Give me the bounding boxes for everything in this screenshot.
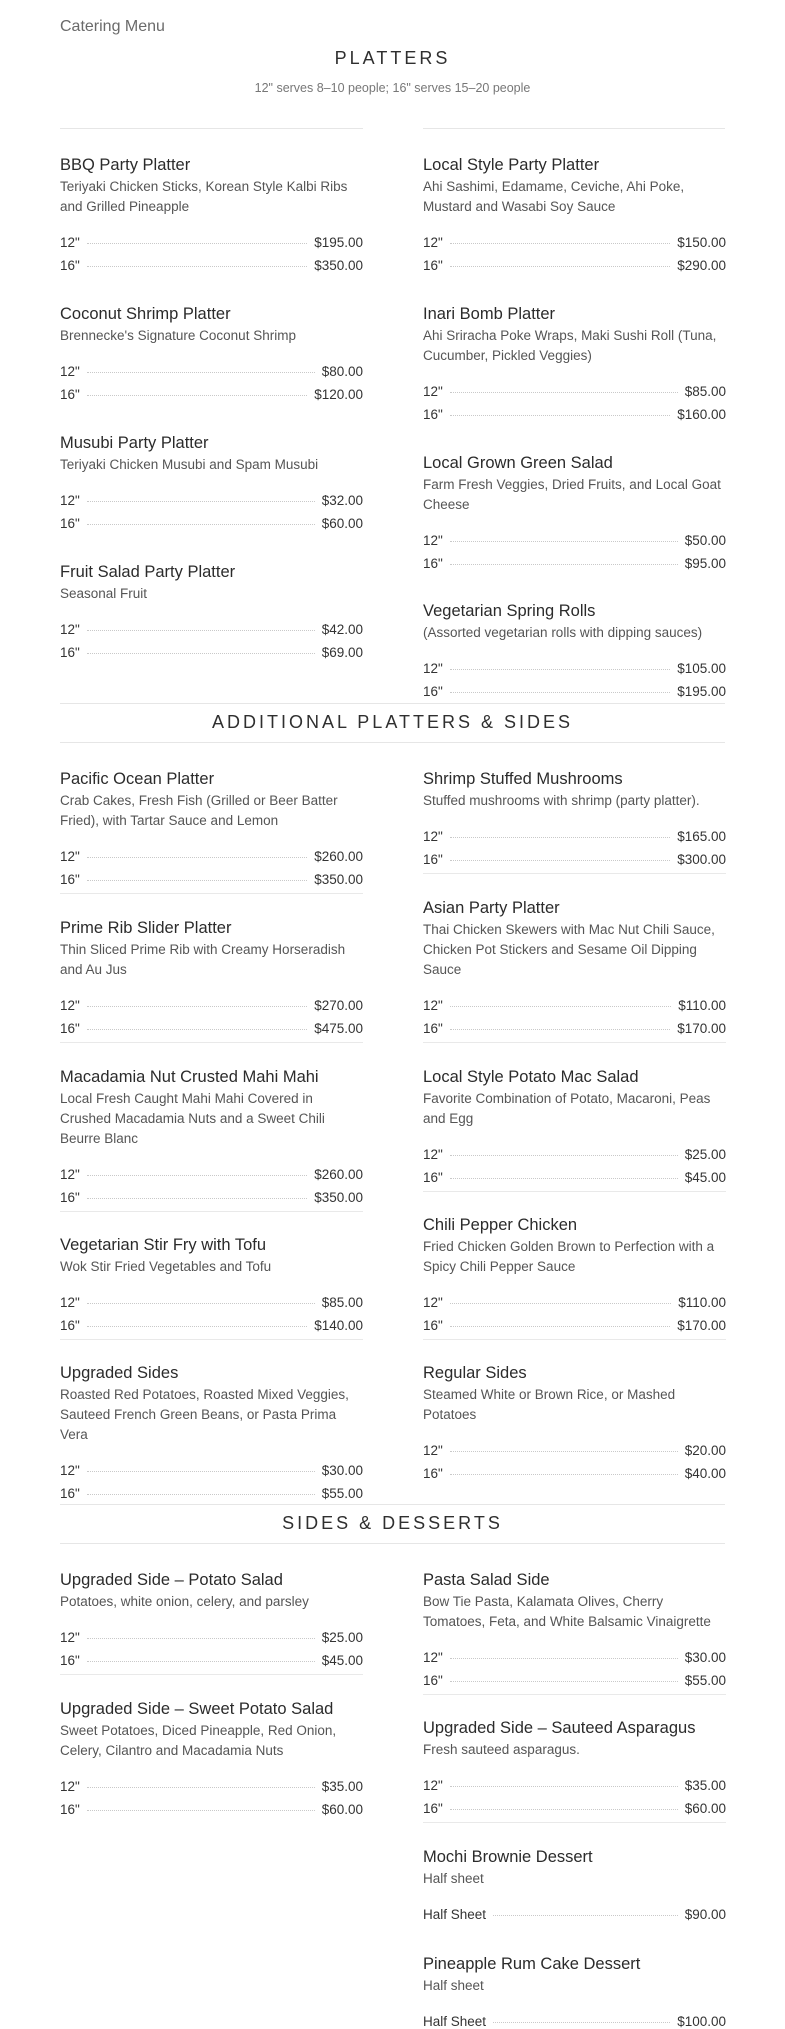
leader-dots: [450, 1326, 670, 1327]
price: $60.00: [321, 516, 363, 531]
item-divider: [423, 1694, 726, 1695]
price: $270.00: [314, 998, 363, 1013]
price-row: [60, 990, 363, 1013]
section-title-additional: ADDITIONAL PLATTERS & SIDES: [211, 712, 574, 732]
size-label: 16": [60, 1021, 80, 1036]
size-label: 16": [423, 258, 443, 273]
item-name: Local Style Potato Mac Salad: [423, 1068, 639, 1086]
price-row: [60, 614, 363, 637]
price: $260.00: [314, 849, 363, 864]
size-label: 12": [423, 1650, 443, 1665]
section-title-sides-desserts: SIDES & DESSERTS: [282, 1513, 503, 1533]
price: $350.00: [314, 1190, 363, 1205]
price-row: [423, 844, 726, 867]
price: $105.00: [677, 661, 726, 676]
size-label: 12": [423, 1443, 443, 1458]
price-row: [423, 250, 726, 273]
leader-dots: [87, 372, 315, 373]
size-label: 12": [60, 493, 80, 508]
menu-item: [423, 1953, 726, 2029]
size-label: 16": [60, 1190, 80, 1205]
price-row: [423, 1642, 726, 1665]
item-description: Teriyaki Chicken Musubi and Spam Musubi: [60, 457, 319, 472]
item-description: Seasonal Fruit: [60, 586, 148, 601]
price: $150.00: [677, 235, 726, 250]
leader-dots: [87, 653, 315, 654]
menu-item: [423, 1569, 726, 1695]
section-title-platters: PLATTERS: [334, 48, 451, 68]
size-label: 16": [423, 1801, 443, 1816]
item-description: Favorite Combination of Potato, Macaroni, Peas and Egg: [423, 1091, 711, 1126]
size-label: 12": [60, 1167, 80, 1182]
price: $290.00: [677, 258, 726, 273]
size-label: 16": [423, 684, 443, 699]
size-label: 16": [423, 1021, 443, 1036]
item-name: Musubi Party Platter: [60, 434, 209, 452]
divider: [60, 742, 725, 743]
price-row: [423, 676, 726, 699]
price-row: [423, 1013, 726, 1036]
price: $60.00: [684, 1801, 726, 1816]
item-name: Vegetarian Stir Fry with Tofu: [60, 1236, 267, 1254]
item-description: Roasted Red Potatoes, Roasted Mixed Veggies, Sauteed French Green Beans, or Pasta Prima Vera: [60, 1387, 349, 1442]
leader-dots: [87, 857, 307, 858]
price: $170.00: [677, 1021, 726, 1036]
item-divider: [60, 1211, 363, 1212]
leader-dots: [450, 541, 678, 542]
menu-item: [423, 1214, 726, 1340]
menu-item: [423, 1066, 726, 1192]
price: $85.00: [321, 1295, 363, 1310]
item-divider: [60, 893, 363, 894]
leader-dots: [87, 1303, 315, 1304]
leader-dots: [87, 524, 315, 525]
item-name: Asian Party Platter: [423, 899, 560, 917]
leader-dots: [450, 1451, 678, 1452]
size-label: 12": [423, 829, 443, 844]
item-divider: [60, 1339, 363, 1340]
item-name: Macadamia Nut Crusted Mahi Mahi: [60, 1068, 319, 1086]
leader-dots: [450, 1809, 678, 1810]
price: $100.00: [677, 2014, 726, 2029]
divider: [60, 128, 363, 129]
size-label: 12": [60, 1463, 80, 1478]
item-divider: [423, 873, 726, 874]
price: $20.00: [684, 1443, 726, 1458]
menu-item: [423, 452, 726, 571]
price-row: [60, 227, 363, 250]
price-row: [423, 1139, 726, 1162]
menu-item: [423, 303, 726, 422]
item-description: Stuffed mushrooms with shrimp (party platter).: [423, 793, 700, 808]
leader-dots: [450, 1474, 678, 1475]
price-row: [423, 1770, 726, 1793]
price-row: [423, 1793, 726, 1816]
price: $30.00: [321, 1463, 363, 1478]
price: $45.00: [321, 1653, 363, 1668]
size-label: 16": [60, 1318, 80, 1333]
leader-dots: [87, 1198, 307, 1199]
size-label: 12": [423, 235, 443, 250]
size-label: 12": [423, 1295, 443, 1310]
leader-dots: [87, 243, 307, 244]
price-row: [423, 1287, 726, 1310]
leader-dots: [87, 501, 315, 502]
menu-item: [60, 1362, 363, 1501]
price-row: [423, 548, 726, 571]
item-divider: [423, 1339, 726, 1340]
item-description: (Assorted vegetarian rolls with dipping sauces): [423, 625, 703, 640]
size-label: 12": [423, 384, 443, 399]
price-row: [60, 250, 363, 273]
leader-dots: [450, 266, 670, 267]
price-row: [60, 379, 363, 402]
size-label: 12": [60, 1295, 80, 1310]
price: $60.00: [321, 1802, 363, 1817]
leader-dots: [450, 564, 678, 565]
size-label: Half Sheet: [423, 2014, 487, 2029]
leader-dots: [87, 1787, 315, 1788]
leader-dots: [87, 880, 307, 881]
leader-dots: [87, 1029, 307, 1030]
item-description: Crab Cakes, Fresh Fish (Grilled or Beer Batter Fried), with Tartar Sauce and Lemon: [60, 793, 338, 828]
size-label: 16": [60, 645, 80, 660]
price-row: [60, 1182, 363, 1205]
price: $45.00: [684, 1170, 726, 1185]
leader-dots: [87, 1494, 315, 1495]
leader-dots: [87, 1661, 315, 1662]
price-row: [60, 356, 363, 379]
leader-dots: [87, 1175, 307, 1176]
price-row: [423, 1310, 726, 1333]
size-label: 12": [60, 622, 80, 637]
item-description: Half sheet: [423, 1978, 484, 1993]
item-name: BBQ Party Platter: [60, 156, 191, 174]
leader-dots: [450, 243, 670, 244]
price-row: [423, 821, 726, 844]
menu-item: [423, 1362, 726, 1481]
item-name: Local Style Party Platter: [423, 156, 600, 174]
leader-dots: [87, 1006, 307, 1007]
leader-dots: [87, 1326, 307, 1327]
price-row: [423, 525, 726, 548]
price-row: [423, 376, 726, 399]
price: $160.00: [677, 407, 726, 422]
price: $85.00: [684, 384, 726, 399]
item-name: Vegetarian Spring Rolls: [423, 602, 596, 620]
leader-dots: [450, 837, 670, 838]
item-name: Pineapple Rum Cake Dessert: [423, 1955, 641, 1973]
item-description: Bow Tie Pasta, Kalamata Olives, Cherry Tomatoes, Feta, and White Balsamic Vinaigrette: [423, 1594, 711, 1629]
size-label: 12": [60, 998, 80, 1013]
size-label: 16": [60, 387, 80, 402]
size-label: 16": [423, 556, 443, 571]
item-description: Farm Fresh Veggies, Dried Fruits, and Local Goat Cheese: [423, 477, 721, 512]
divider: [60, 703, 725, 704]
size-label: 12": [423, 998, 443, 1013]
menu-item: [423, 154, 726, 273]
price-row: [60, 1622, 363, 1645]
leader-dots: [450, 692, 670, 693]
price-row: [423, 1899, 726, 1922]
price: $55.00: [684, 1673, 726, 1688]
price-row: [423, 2006, 726, 2029]
price-row: [423, 653, 726, 676]
leader-dots: [450, 669, 670, 670]
price: $300.00: [677, 852, 726, 867]
price-row: [60, 485, 363, 508]
price: $165.00: [677, 829, 726, 844]
leader-dots: [87, 630, 315, 631]
item-description: Sweet Potatoes, Diced Pineapple, Red Onion, Celery, Cilantro and Macadamia Nuts: [60, 1723, 337, 1758]
item-description: Brennecke's Signature Coconut Shrimp: [60, 328, 296, 343]
price: $110.00: [678, 998, 726, 1013]
leader-dots: [450, 415, 670, 416]
price: $80.00: [321, 364, 363, 379]
price-row: [60, 637, 363, 660]
item-description: Local Fresh Caught Mahi Mahi Covered in Crushed Macadamia Nuts and a Sweet Chili Beurre Blanc: [60, 1091, 325, 1146]
price: $350.00: [314, 258, 363, 273]
price: $25.00: [321, 1630, 363, 1645]
size-label: 12": [60, 849, 80, 864]
menu-item: [423, 1717, 726, 1823]
divider: [60, 1504, 725, 1505]
menu-item: [60, 768, 363, 894]
item-name: Chili Pepper Chicken: [423, 1216, 578, 1234]
item-description: Thin Sliced Prime Rib with Creamy Horseradish and Au Jus: [60, 942, 346, 977]
price: $35.00: [684, 1778, 726, 1793]
price: $42.00: [321, 622, 363, 637]
price-row: [60, 864, 363, 887]
price: $260.00: [314, 1167, 363, 1182]
price-row: [60, 841, 363, 864]
page-label: Catering Menu: [60, 18, 165, 35]
item-description: Wok Stir Fried Vegetables and Tofu: [60, 1259, 272, 1274]
size-label: 12": [423, 533, 443, 548]
item-divider: [423, 1822, 726, 1823]
item-divider: [423, 1191, 726, 1192]
menu-item: [60, 1234, 363, 1340]
menu-item: [423, 1846, 726, 1922]
size-label: 12": [60, 1630, 80, 1645]
price-row: [60, 1013, 363, 1036]
price: $120.00: [314, 387, 363, 402]
leader-dots: [450, 860, 670, 861]
menu-item: [423, 768, 726, 874]
price-row: [60, 1159, 363, 1182]
price-row: [423, 990, 726, 1013]
item-name: Fruit Salad Party Platter: [60, 563, 236, 581]
leader-dots: [450, 1658, 678, 1659]
size-label: Half Sheet: [423, 1907, 487, 1922]
menu-item: [423, 600, 726, 699]
item-description: Fried Chicken Golden Brown to Perfection with a Spicy Chili Pepper Sauce: [423, 1239, 715, 1274]
menu-item: [60, 154, 363, 273]
price: $110.00: [678, 1295, 726, 1310]
price-row: [423, 227, 726, 250]
price-row: [60, 1771, 363, 1794]
leader-dots: [450, 1155, 678, 1156]
price: $32.00: [321, 493, 363, 508]
size-label: 16": [423, 1170, 443, 1185]
price-row: [423, 399, 726, 422]
leader-dots: [450, 1303, 671, 1304]
menu-item: [60, 1569, 363, 1675]
item-name: Local Grown Green Salad: [423, 454, 613, 472]
leader-dots: [450, 1029, 670, 1030]
leader-dots: [493, 2022, 670, 2023]
price: $40.00: [684, 1466, 726, 1481]
price-row: [60, 508, 363, 531]
leader-dots: [87, 1638, 315, 1639]
leader-dots: [87, 1810, 315, 1811]
price-row: [60, 1455, 363, 1478]
section-subtitle-platters: 12" serves 8–10 people; 16" serves 15–20 people: [254, 81, 531, 95]
size-label: 12": [423, 1147, 443, 1162]
size-label: 16": [60, 1653, 80, 1668]
leader-dots: [450, 392, 678, 393]
price: $475.00: [314, 1021, 363, 1036]
size-label: 16": [60, 1802, 80, 1817]
leader-dots: [450, 1681, 678, 1682]
item-name: Inari Bomb Platter: [423, 305, 556, 323]
item-divider: [60, 1042, 363, 1043]
menu-item: [60, 1698, 363, 1817]
menu-item: [60, 561, 363, 660]
item-divider: [423, 1042, 726, 1043]
price-row: [423, 1665, 726, 1688]
item-name: Upgraded Side – Sweet Potato Salad: [60, 1700, 334, 1718]
menu-item: [60, 917, 363, 1043]
item-name: Pasta Salad Side: [423, 1571, 550, 1589]
size-label: 12": [60, 235, 80, 250]
item-description: Teriyaki Chicken Sticks, Korean Style Kalbi Ribs and Grilled Pineapple: [60, 179, 348, 214]
menu-item: [423, 897, 726, 1043]
size-label: 16": [60, 258, 80, 273]
price-row: [60, 1645, 363, 1668]
price: $55.00: [321, 1486, 363, 1501]
price: $35.00: [321, 1779, 363, 1794]
size-label: 12": [423, 1778, 443, 1793]
item-name: Shrimp Stuffed Mushrooms: [423, 770, 623, 788]
item-description: Ahi Sashimi, Edamame, Ceviche, Ahi Poke, Mustard and Wasabi Soy Sauce: [423, 179, 685, 214]
price-row: [423, 1458, 726, 1481]
size-label: 12": [423, 661, 443, 676]
leader-dots: [450, 1786, 678, 1787]
price: $69.00: [321, 645, 363, 660]
item-name: Regular Sides: [423, 1364, 527, 1382]
price-row: [60, 1794, 363, 1817]
item-name: Prime Rib Slider Platter: [60, 919, 232, 937]
size-label: 16": [423, 852, 443, 867]
leader-dots: [87, 1471, 315, 1472]
size-label: 16": [60, 872, 80, 887]
price-row: [423, 1162, 726, 1185]
size-label: 16": [60, 1486, 80, 1501]
price: $140.00: [314, 1318, 363, 1333]
price-row: [60, 1310, 363, 1333]
item-name: Upgraded Side – Sauteed Asparagus: [423, 1719, 696, 1737]
price: $25.00: [684, 1147, 726, 1162]
price-row: [60, 1287, 363, 1310]
size-label: 16": [423, 407, 443, 422]
item-description: Half sheet: [423, 1871, 484, 1886]
price-row: [60, 1478, 363, 1501]
item-name: Pacific Ocean Platter: [60, 770, 215, 788]
size-label: 16": [423, 1466, 443, 1481]
item-description: Steamed White or Brown Rice, or Mashed Potatoes: [423, 1387, 676, 1422]
menu-item: [60, 303, 363, 402]
item-name: Coconut Shrimp Platter: [60, 305, 231, 323]
divider: [60, 1543, 725, 1544]
leader-dots: [450, 1006, 671, 1007]
item-description: Ahi Sriracha Poke Wraps, Maki Sushi Roll (Tuna, Cucumber, Pickled Veggies): [423, 328, 717, 363]
item-name: Upgraded Side – Potato Salad: [60, 1571, 283, 1589]
size-label: 16": [60, 516, 80, 531]
leader-dots: [87, 266, 307, 267]
menu-item: [60, 1066, 363, 1212]
item-description: Thai Chicken Skewers with Mac Nut Chili Sauce, Chicken Pot Stickers and Sesame Oil Dipping Sauce: [423, 922, 715, 977]
size-label: 16": [423, 1673, 443, 1688]
item-name: Upgraded Sides: [60, 1364, 179, 1382]
leader-dots: [450, 1178, 678, 1179]
price: $195.00: [677, 684, 726, 699]
item-name: Mochi Brownie Dessert: [423, 1848, 593, 1866]
price: $195.00: [314, 235, 363, 250]
item-divider: [60, 1674, 363, 1675]
price: $95.00: [684, 556, 726, 571]
price: $90.00: [684, 1907, 726, 1922]
price: $30.00: [684, 1650, 726, 1665]
price-row: [423, 1435, 726, 1458]
price: $170.00: [677, 1318, 726, 1333]
price: $50.00: [684, 533, 726, 548]
size-label: 12": [60, 364, 80, 379]
item-description: Potatoes, white onion, celery, and parsley: [60, 1594, 309, 1609]
size-label: 16": [423, 1318, 443, 1333]
price: $350.00: [314, 872, 363, 887]
item-description: Fresh sauteed asparagus.: [423, 1742, 580, 1757]
menu-item: [60, 432, 363, 531]
divider: [423, 128, 725, 129]
leader-dots: [493, 1915, 678, 1916]
size-label: 12": [60, 1779, 80, 1794]
leader-dots: [87, 395, 307, 396]
